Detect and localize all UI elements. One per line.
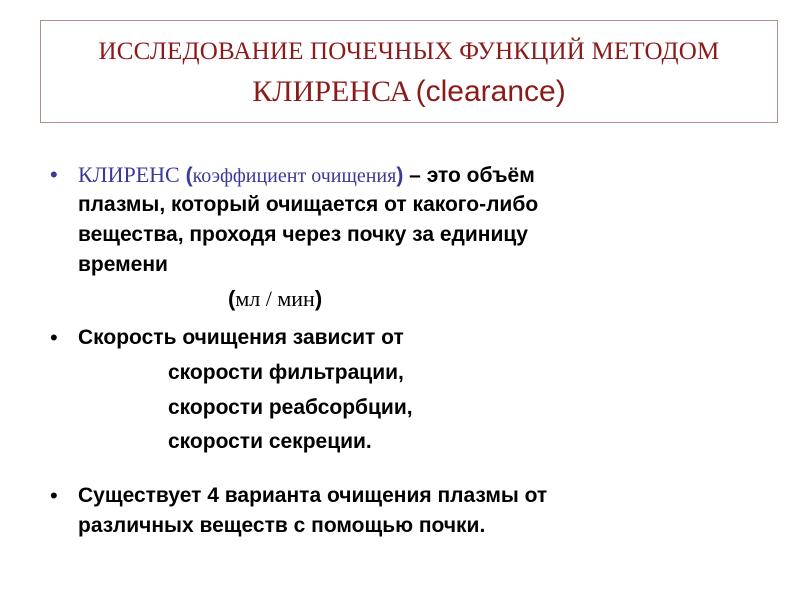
bullet2-item-1: скорости фильтрации,	[168, 361, 404, 384]
bullet1-line3: вещества, проходя через почку за единицу	[78, 223, 528, 246]
unit-text: мл / мин	[235, 286, 315, 311]
slide-title-line1: ИССЛЕДОВАНИЕ ПОЧЕЧНЫХ ФУНКЦИЙ МЕТОДОМ	[98, 38, 720, 65]
bullet-dot-1: •	[50, 162, 58, 187]
unit-close-paren: )	[314, 286, 323, 311]
bullet3-line1: Существует 4 варианта очищения плазмы от	[78, 484, 548, 507]
bullet3-line2: различных веществ с помощью почки.	[78, 514, 486, 537]
bullet1-line2: плазмы, который очищается от какого-либо	[78, 193, 539, 216]
clearance-term: КЛИРЕНС	[78, 162, 180, 187]
bullet2-item-3: скорости секреции.	[168, 430, 372, 453]
bullet-dot-2: •	[50, 325, 58, 350]
open-paren: (	[185, 164, 193, 187]
unit-open-paren: (	[228, 286, 236, 311]
slide-title-line2	[41, 75, 777, 109]
bullet1-line1	[78, 160, 535, 191]
bullet2-text: Скорость очищения зависит от	[78, 326, 404, 349]
bullet-dot-3: •	[50, 483, 58, 508]
title-box	[40, 20, 778, 123]
definition-rest: – это объём	[403, 164, 535, 187]
title-main-word: КЛИРЕНСА	[252, 75, 412, 108]
unit-line	[228, 283, 322, 315]
title-latin-word: (clearance)	[415, 75, 566, 108]
bullet2-item-2: скорости реабсорбции,	[168, 396, 413, 419]
close-paren: )	[396, 164, 404, 187]
bullet1-line4: времени	[78, 253, 168, 276]
definition-term: коэффициент очищения	[192, 165, 397, 187]
